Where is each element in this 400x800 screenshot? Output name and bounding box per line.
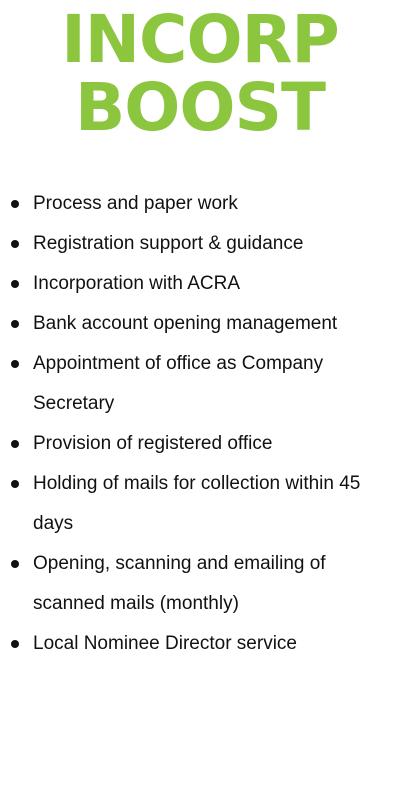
title-line-2: BOOST	[74, 69, 326, 146]
list-item	[0, 544, 400, 624]
feature-list	[0, 184, 400, 664]
list-item	[0, 304, 400, 344]
list-item	[0, 424, 400, 464]
list-item	[0, 464, 400, 544]
list-item-text: Incorporation with ACRA	[33, 273, 240, 294]
bullet-icon	[11, 560, 19, 568]
list-item-text: Provision of registered office	[33, 433, 273, 454]
list-item-text: Holding of mails for collection within 45 days	[33, 473, 361, 534]
list-item-text: Registration support & guidance	[33, 233, 304, 254]
page-title	[0, 1, 400, 146]
bullet-icon	[11, 360, 19, 368]
bullet-icon	[11, 320, 19, 328]
bullet-icon	[11, 240, 19, 248]
list-item	[0, 184, 400, 224]
list-item-text: Local Nominee Director service	[33, 633, 297, 654]
bullet-icon	[11, 280, 19, 288]
list-item-text: Opening, scanning and emailing of scanned mails (monthly)	[33, 553, 326, 614]
bullet-icon	[11, 480, 19, 488]
list-item	[0, 264, 400, 304]
list-item	[0, 224, 400, 264]
title-line-1: INCORP	[61, 1, 339, 78]
list-item-text: Bank account opening management	[33, 313, 338, 334]
list-item	[0, 624, 400, 664]
list-item-text: Appointment of office as Company Secretary	[33, 353, 324, 414]
bullet-icon	[11, 640, 19, 648]
bullet-icon	[11, 440, 19, 448]
bullet-icon	[11, 200, 19, 208]
list-item	[0, 344, 400, 424]
list-item-text: Process and paper work	[33, 193, 238, 214]
